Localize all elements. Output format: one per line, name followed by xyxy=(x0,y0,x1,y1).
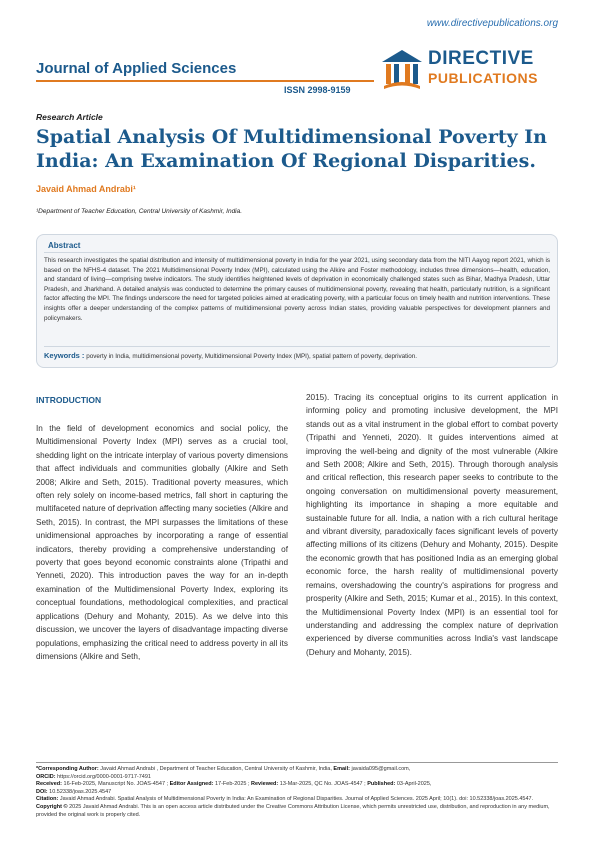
site-url-link[interactable]: www.directivepublications.org xyxy=(426,18,558,29)
journal-title: Journal of Applied Sciences xyxy=(36,60,237,77)
footer-divider xyxy=(36,762,558,763)
header-divider xyxy=(36,80,374,82)
dates-line: Received: 16-Feb-2025, Manuscript No. JOAS-4547 ; Editor Assigned: 17-Feb-2025 ; Reviewed: 13-Mar-2025, QC No. JOAS-4547 ; Published: 03-April-2025, xyxy=(36,781,432,788)
article-type-label: Research Article xyxy=(36,112,103,122)
footer-notes xyxy=(36,766,558,819)
body-column-right: 2015). Tracing its conceptual origins to its current application in informing policy and promoting inclusive development, the MPI stands out as a vital instrument in the global effort to combat poverty (Tripathi and Yenneti, 2020). It guides interventions aimed at improving the well-being and dignity of the most vulnerable (Alkire and Seth 2008; Alkire and Seth, 2015). Through thorough analysis and critical reflection, this research paper seeks to contribute to the ongoing conversation on multidimensional poverty measurement, highlighting its importance in shaping a more equitable and sustainable future for all. India, a nation with a rich cultural heritage and vibrant diversity, paradoxically faces significant levels of poverty affecting millions of its citizens (Dehury and Mohanty, 2015). Despite the economic growth that has positioned India as an emerging global economic force, the harsh reality of multidimensional poverty remains, overshadowing the country's aspirations for progress and prosperity (Alkire and Seth, 2015; Kumar et al., 2015). In this context, the Multidimensional Poverty Index (MPI) is an essential tool for understanding and addressing the complex nature of deprivation experienced by diverse communities across India's vast landscape (Dehury and Mohanty, 2015). xyxy=(306,393,558,657)
author-affiliation: ¹Department of Teacher Education, Central University of Kashmir, India. xyxy=(36,208,243,215)
corresponding-author-line: *Corresponding Author: Javaid Ahmad Andrabi , Department of Teacher Education, Central University of Kashmir, India, Email: javaida095@gmail.com, xyxy=(36,766,411,772)
body-column-left: In the field of development economics and social policy, the Multidimensional Poverty Index (MPI) serves as a crucial tool, shedding light on the intricate interplay of various poverty dimensions that affect individuals and communities globally (Alkire and Seth 2008; Alkire and Seth, 2015). Traditional poverty measures, which often rely solely on income-based metrics, fall short in capturing the multifaceted nature of deprivation affecting many societies (Alkire and Seth, 2015). In contrast, the MPI surpasses the limitations of these unidimensional approaches by incorporating a range of essential indicators, thereby providing a comprehensive understanding of poverty that goes beyond economic constraints alone (Tripathi and Yenneti, 2020). This introduction paves the way for an in-depth examination of the Multidimensional Poverty Index, exploring its conceptual foundations, methodological complexities, and practical applications (Dehury and Mohanty, 2015). As we delve into this discussion, we uncover the layers of disadvantage impacting diverse populations, emphasizing the critical need to address poverty in all its dimensions (Alkire and Seth, xyxy=(36,424,288,661)
keywords-line xyxy=(44,351,550,360)
keywords-label: Keywords : xyxy=(44,351,85,360)
section-heading-introduction: INTRODUCTION xyxy=(36,395,102,405)
issn-label: ISSN 2998-9159 xyxy=(284,85,351,95)
paper-title: Spatial Analysis Of Multidimensional Poverty In India: An Examination Of Regional Disparities. xyxy=(36,126,547,172)
abstract-text: This research investigates the spatial distribution and intensity of multidimensional poverty in India for the year 2021, using secondary data from the NITI Aayog report 2021, which is based on the NFHS-4 dataset. The 2021 Multidimensional Poverty Index (MPI), calculated using the Alkire and Foster methodology, includes three dimensions—health, education, and standard of living—comprising twelve indicators. The study identifies heightened levels of deprivation in economically challenged states such as Bihar, Madhya Pradesh, Uttar Pradesh, and Jharkhand. A detailed analysis was conducted to determine the primary causes of multidimensional poverty, revealing that health, particularly nutrition, is a significant factor affecting the MPI. The findings underscore the need for targeted policies aimed at eradicating poverty, with a particular focus on timely health and nutrition interventions. These insights offer a deeper understanding of the complex patterns of multidimensional poverty across Indian states, providing valuable perspectives for development planners and policymakers. xyxy=(44,257,550,322)
doi-line: DOI: 10.52338/joas.2025.4547 xyxy=(36,788,112,795)
keywords-divider xyxy=(44,346,550,347)
copyright-line: Copyright © 2025 Javaid Ahmad Andrabi. This is an open access article distributed under the Creative Commons Attribution License, which permits unrestricted use, distribution, and reproduction in any medium, provided the original work is properly cited. xyxy=(36,803,550,818)
doi-link[interactable]: 10.52338/joas.2025.4547 xyxy=(47,788,112,795)
orcid-line: ORCID: https://orcid.org/0000-0001-9717-7491 xyxy=(36,773,151,780)
publisher-name-line2: PUBLICATIONS xyxy=(428,70,538,86)
abstract-heading: Abstract xyxy=(48,241,81,250)
author-name: Javaid Ahmad Andrabi¹ xyxy=(36,184,136,194)
citation-line: Citation: Javaid Ahmad Andrabi. Spatial Analysis of Multidimensional Poverty in India: An Examination of Regional Disparities. Journal of Applied Sciences. 2025 April; 10(1). doi: 10.52338/joas.2025.4547. xyxy=(36,796,534,803)
publisher-name-line1: DIRECTIVE xyxy=(428,48,534,69)
abstract-divider xyxy=(44,252,550,253)
publisher-logo-icon xyxy=(380,48,424,90)
orcid-link[interactable]: https://orcid.org/0000-0001-9717-7491 xyxy=(55,773,151,780)
keywords-text: poverty in India, multidimensional poverty, Multidimensional Poverty Index (MPI), spatial pattern of poverty, deprivation. xyxy=(86,353,418,360)
email-link[interactable]: javaida095@gmail.com, xyxy=(349,766,411,772)
